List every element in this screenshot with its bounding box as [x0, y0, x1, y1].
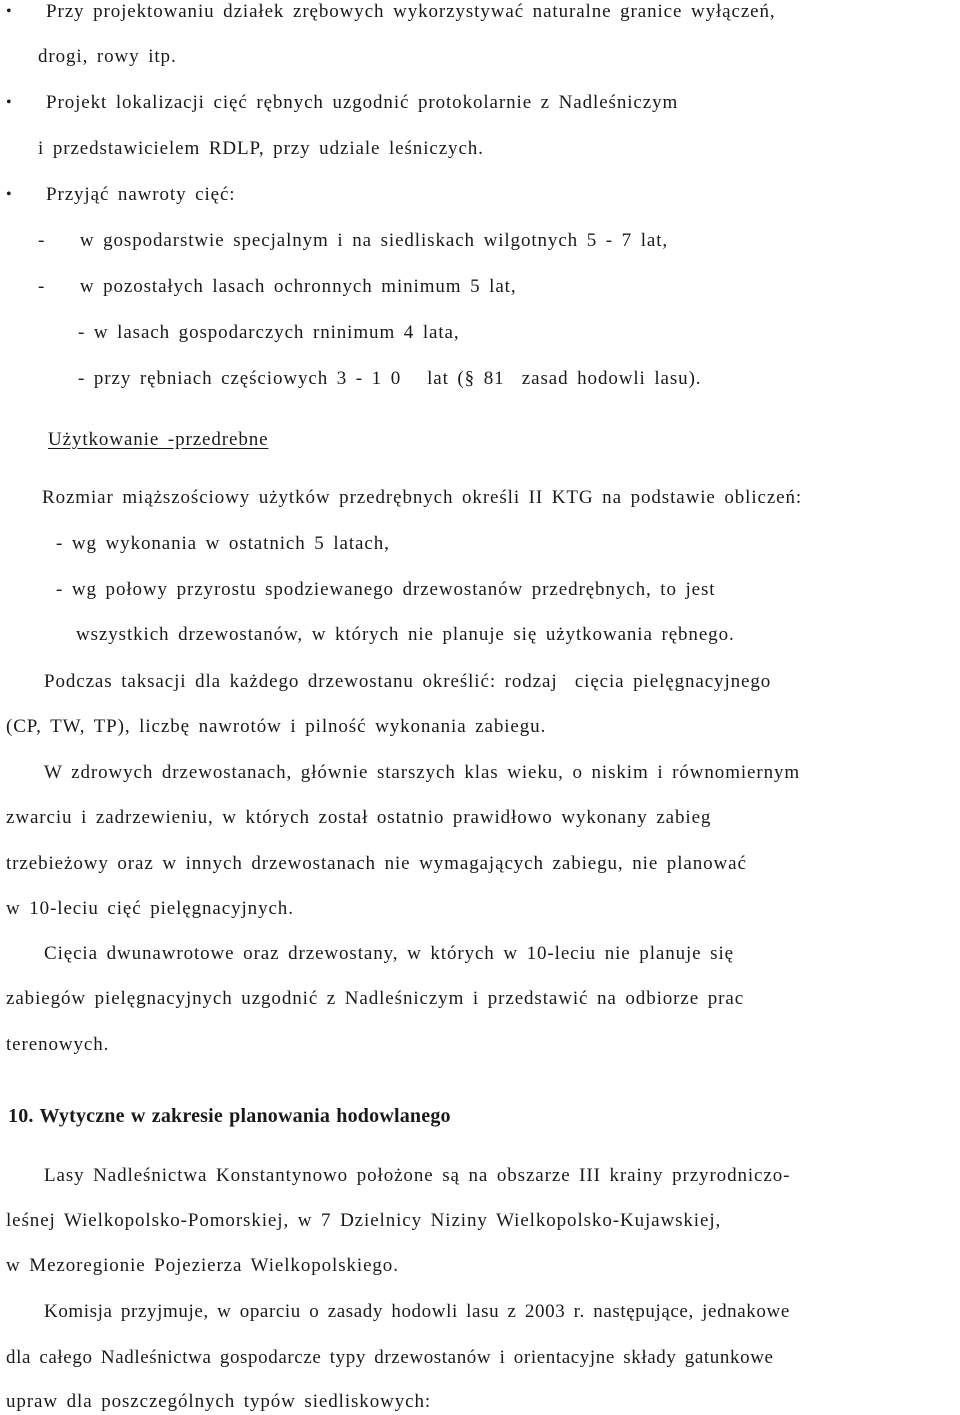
paragraph-line: wszystkich drzewostanów, w których nie planuje się użytkowania rębnego. [76, 624, 735, 645]
bullet-1-line-2: drogi, rowy itp. [38, 46, 177, 67]
paragraph-line: dla całego Nadleśnictwa gospodarcze typy drzewostanów i orientacyjne składy gatunkowe [6, 1347, 774, 1368]
bullet-marker: • [6, 3, 12, 20]
paragraph-line: w Mezoregionie Pojezierza Wielkopolskiego. [6, 1255, 399, 1276]
paragraph-line: Komisja przyjmuje, w oparciu o zasady hodowli lasu z 2003 r. następujące, jednakowe [44, 1301, 790, 1322]
list-item: - wg wykonania w ostatnich 5 latach, [56, 533, 390, 554]
paragraph-line: leśnej Wielkopolsko-Pomorskiej, w 7 Dzielnicy Niziny Wielkopolsko-Kujawskiej, [6, 1210, 722, 1231]
bullet-3-line-1: Przyjąć nawroty cięć: [46, 184, 236, 205]
dash-item: - w gospodarstwie specjalnym i na siedliskach wilgotnych 5 - 7 lat, [38, 230, 669, 251]
paragraph-line: W zdrowych drzewostanach, głównie starszych klas wieku, o niskim i równomiernym [44, 762, 801, 783]
bullet-2-line-1: Projekt lokalizacji cięć rębnych uzgodnić protokolarnie z Nadleśniczym [46, 92, 679, 113]
paragraph-line: terenowych. [6, 1034, 110, 1055]
section-heading: 10. Wytyczne w zakresie planowania hodowlanego [8, 1105, 451, 1127]
bullet-marker: • [6, 94, 12, 111]
paragraph-line: zwarciu i zadrzewieniu, w których został ostatnio prawidłowo wykonany zabieg [6, 807, 712, 828]
paragraph-line: w 10-leciu cięć pielęgnacyjnych. [6, 898, 294, 919]
paragraph-line: trzebieżowy oraz w innych drzewostanach nie wymagających zabiegu, nie planować [6, 853, 747, 874]
list-item: - wg połowy przyrostu spodziewanego drzewostanów przedrębnych, to jest [56, 579, 716, 600]
dash-item: - przy rębniach częściowych 3 - 1 0 lat (§ 81 zasad hodowli lasu). [78, 368, 702, 389]
dash-item: - w lasach gospodarczych rninimum 4 lata, [78, 322, 460, 343]
paragraph-line: Podczas taksacji dla każdego drzewostanu określić: rodzaj cięcia pielęgnacyjnego [44, 671, 772, 692]
paragraph-line: Rozmiar miąższościowy użytków przedrębnych określi II KTG na podstawie obliczeń: [42, 487, 803, 508]
dash-item: - w pozostałych lasach ochronnych minimum 5 lat, [38, 276, 517, 297]
paragraph-line: Cięcia dwunawrotowe oraz drzewostany, w których w 10-leciu nie planuje się [44, 943, 734, 964]
paragraph-line: Lasy Nadleśnictwa Konstantynowo położone są na obszarze III krainy przyrodniczo- [44, 1165, 791, 1186]
paragraph-line: (CP, TW, TP), liczbę nawrotów i pilność wykonania zabiegu. [6, 716, 547, 737]
subheading: Użytkowanie -przedrebne [48, 429, 269, 450]
bullet-1-line-1: Przy projektowaniu działek zrębowych wykorzystywać naturalne granice wyłączeń, [46, 1, 776, 22]
paragraph-line: upraw dla poszczególnych typów siedliskowych: [6, 1391, 432, 1412]
bullet-marker: • [6, 186, 12, 203]
bullet-2-line-2: i przedstawicielem RDLP, przy udziale leśniczych. [38, 138, 484, 159]
paragraph-line: zabiegów pielęgnacyjnych uzgodnić z Nadleśniczym i przedstawić na odbiorze prac [6, 988, 745, 1009]
